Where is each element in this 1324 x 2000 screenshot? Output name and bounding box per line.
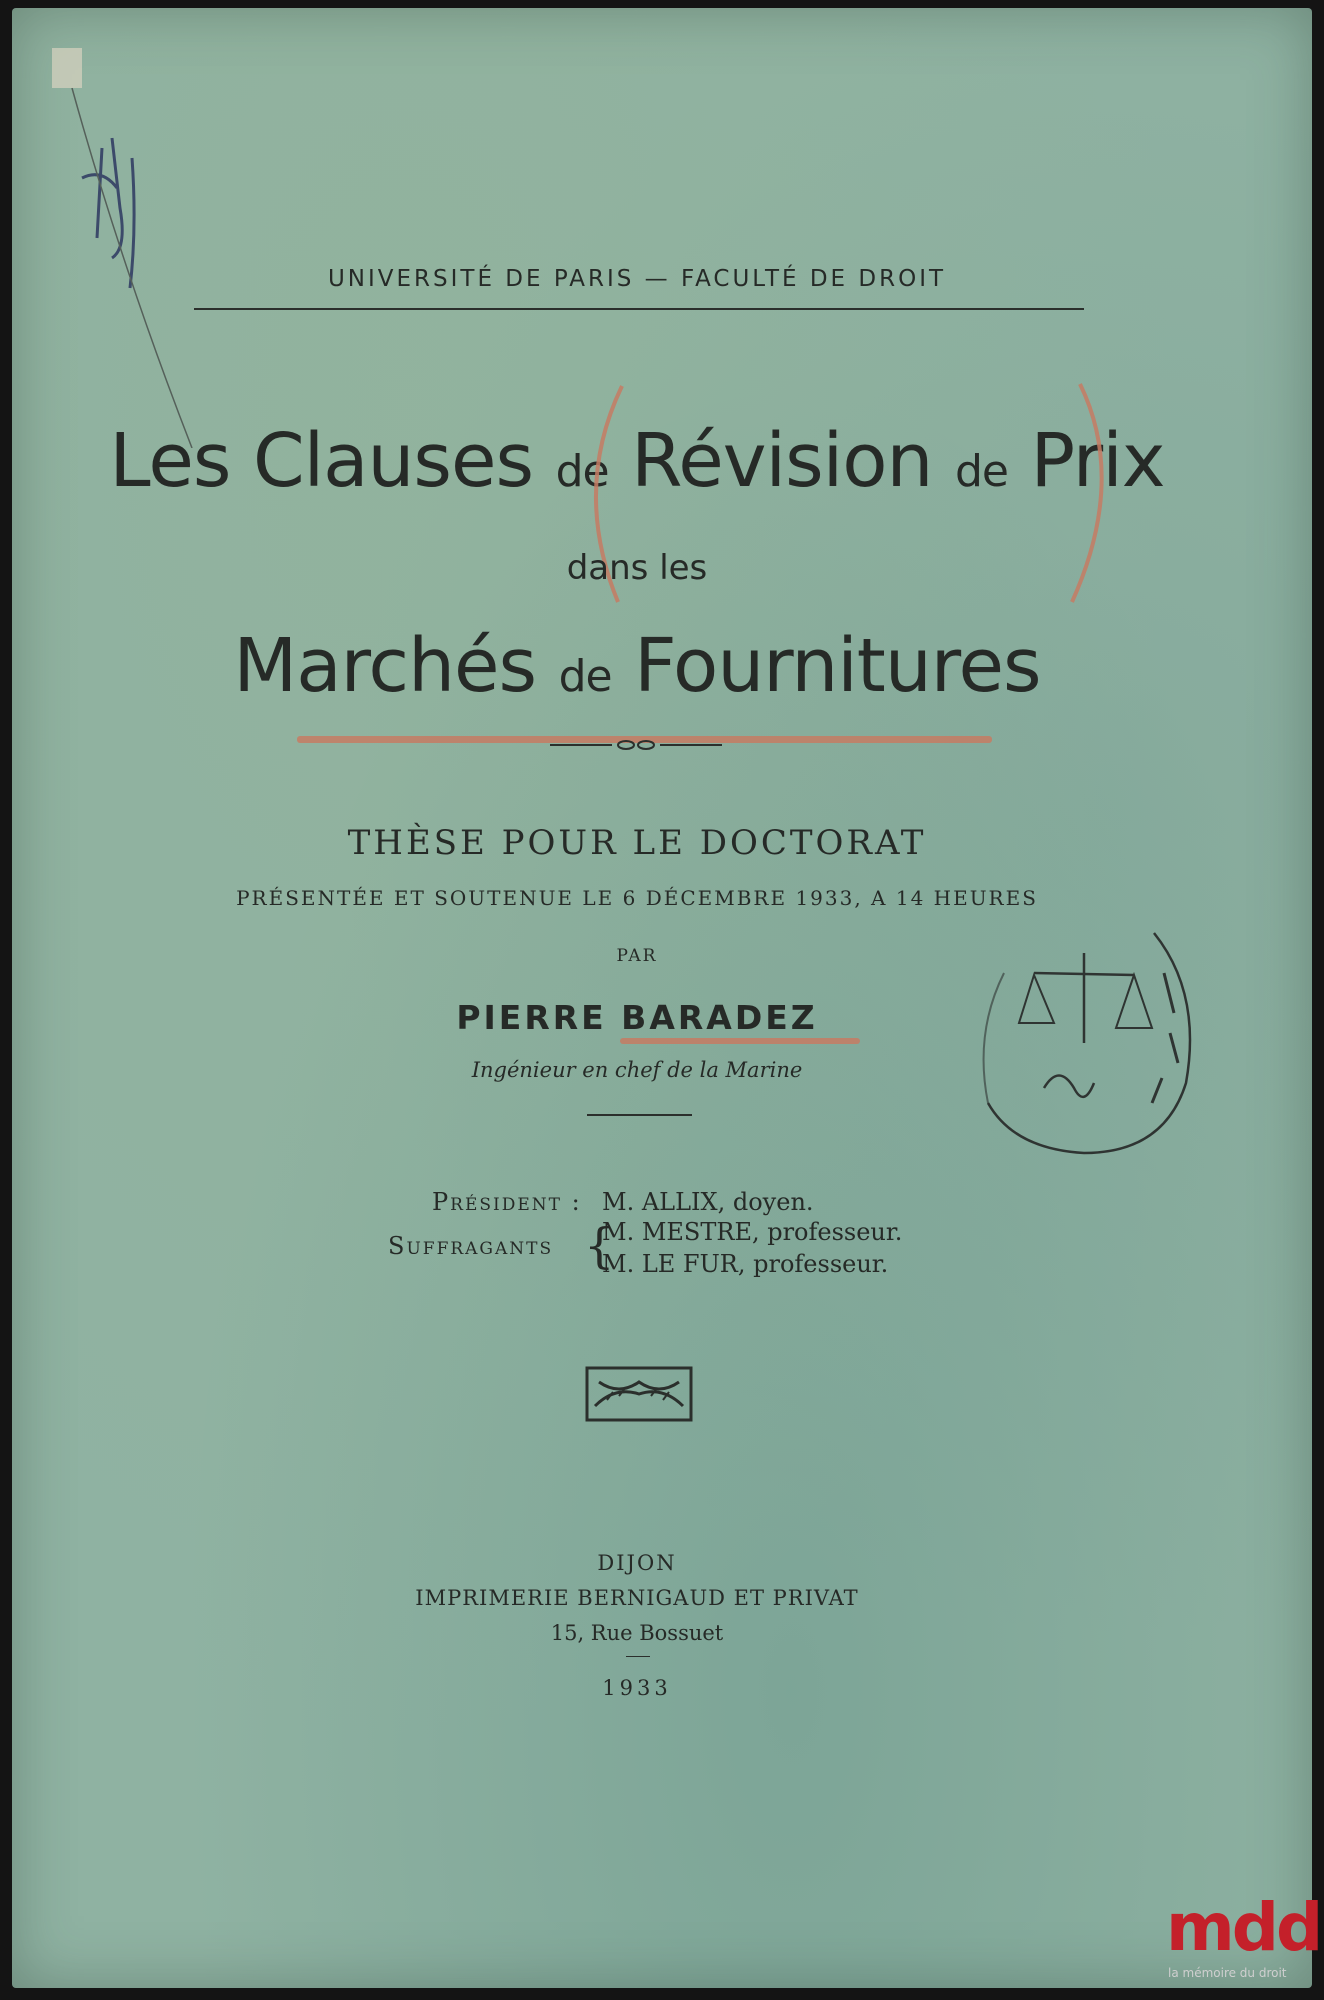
publisher-name: IMPRIMERIE BERNIGAUD ET PRIVAT	[415, 1586, 859, 1610]
institution-header: UNIVERSITÉ DE PARIS — FACULTÉ DE DROIT	[327, 266, 947, 292]
section-rule	[587, 1114, 692, 1116]
author-name: PIERRE BARADEZ	[456, 998, 818, 1037]
header-rule	[194, 308, 1084, 310]
by-label: PAR	[616, 946, 658, 966]
handwritten-annotation	[42, 28, 212, 448]
title-word: Marchés	[233, 623, 537, 709]
title-line-2: dans les	[566, 548, 708, 588]
suffragants-label: Suffragants	[388, 1232, 554, 1260]
jury-member: M. LE FUR, professeur.	[602, 1250, 889, 1278]
jury-member: M. MESTRE, professeur.	[602, 1218, 903, 1246]
laurel-emblem	[585, 1366, 693, 1422]
title-word: de	[954, 446, 1008, 497]
title-word: de	[558, 651, 612, 702]
logo-tagline: la mémoire du droit	[1168, 1966, 1287, 1980]
title-line-3	[12, 623, 1262, 709]
title-ornament	[550, 738, 722, 752]
year-dash	[626, 1656, 650, 1657]
president-name: M. ALLIX, doyen.	[602, 1188, 814, 1216]
thesis-kind: THÈSE POUR LE DOCTORAT	[347, 823, 927, 863]
title-word: Les Clauses	[109, 418, 534, 504]
president-label: Président :	[432, 1188, 582, 1216]
publisher-address: 15, Rue Bossuet	[550, 1621, 724, 1645]
title-word: de	[555, 446, 609, 497]
publisher-city: DIJON	[597, 1551, 677, 1575]
publication-year: 1933	[602, 1676, 672, 1700]
jury-brace: {	[584, 1218, 615, 1274]
defense-date: PRÉSENTÉE ET SOUTENUE LE 6 DÉCEMBRE 1933, A 14 HEURES	[236, 886, 1038, 910]
title-word: Révision	[631, 418, 933, 504]
book-cover	[12, 8, 1312, 1988]
title-word: Prix	[1030, 418, 1165, 504]
red-pencil-underline-author	[620, 1038, 860, 1044]
library-stamp	[974, 913, 1202, 1158]
mdd-logo	[1160, 1888, 1324, 2000]
author-role: Ingénieur en chef de la Marine	[471, 1058, 803, 1082]
title-word: Fournitures	[634, 623, 1041, 709]
logo-mark: mdd	[1166, 1889, 1321, 1966]
